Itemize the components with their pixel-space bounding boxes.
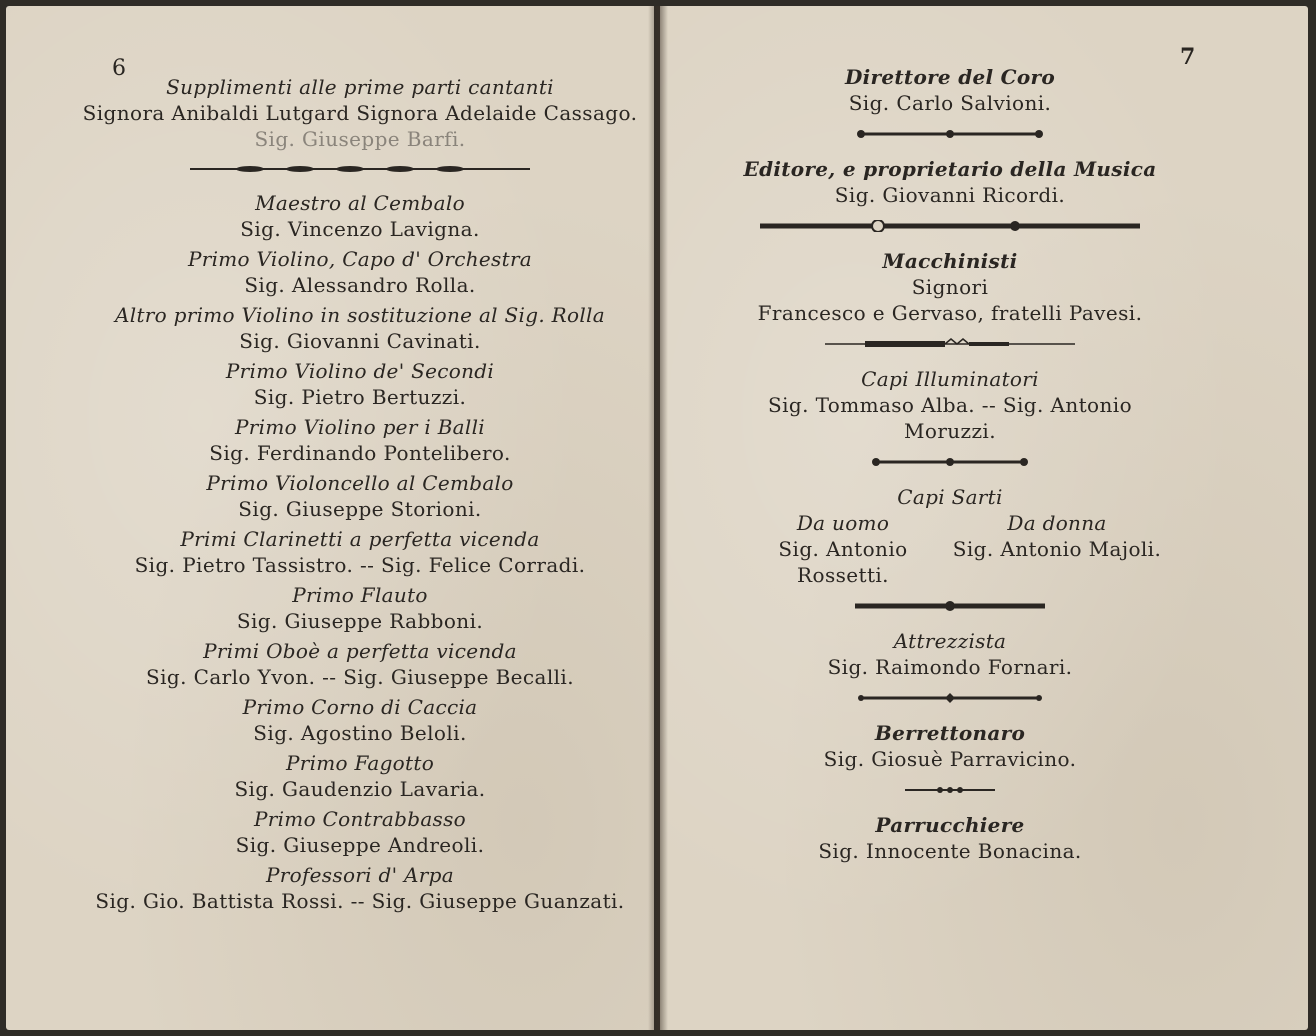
entry-name: Sig. Gio. Battista Rossi. -- Sig. Giuseppe Guanzati. xyxy=(95,889,625,913)
sarti-donna xyxy=(950,510,1164,588)
supplements-line-2: Sig. Giuseppe Barfi. xyxy=(254,127,466,151)
sarti-donna-label: Da donna xyxy=(1007,511,1107,535)
entry-maestro-cembalo xyxy=(80,190,640,242)
sarti-role: Capi Sarti xyxy=(897,485,1003,509)
editore-name: Sig. Giovanni Ricordi. xyxy=(834,183,1066,207)
sarti-columns xyxy=(730,510,1170,588)
entry-violoncello xyxy=(80,470,640,522)
entry-oboe xyxy=(80,638,640,690)
entry-role: Primi Oboè a perfetta vicenda xyxy=(203,639,517,663)
entry-role: Primo Flauto xyxy=(292,583,428,607)
entry-role: Primo Corno di Caccia xyxy=(242,695,478,719)
entry-role: Primo Violino, Capo d' Orchestra xyxy=(187,247,533,271)
ornament-divider xyxy=(760,220,1140,232)
ornament-divider xyxy=(190,164,530,174)
entry-corno xyxy=(80,694,640,746)
book-gutter xyxy=(648,6,668,1030)
supplements-line-1: Signora Anibaldi Lutgard Signora Adelaide Cassago. xyxy=(82,101,638,125)
entry-name: Sig. Pietro Bertuzzi. xyxy=(253,385,467,409)
illuminatori-role: Capi Illuminatori xyxy=(861,367,1039,391)
ornament-divider xyxy=(855,600,1045,612)
entry-name: Sig. Giuseppe Rabboni. xyxy=(236,609,484,633)
entry-name: Sig. Ferdinando Pontelibero. xyxy=(209,441,511,465)
entry-role: Primo Violoncello al Cembalo xyxy=(206,471,514,495)
sarti-donna-name: Sig. Antonio Majoli. xyxy=(952,537,1162,561)
entry-name: Sig. Agostino Beloli. xyxy=(253,721,467,745)
macchinisti-role: Macchinisti xyxy=(882,249,1018,273)
illuminatori-name: Sig. Tommaso Alba. -- Sig. Antonio Moruzzi. xyxy=(767,393,1133,443)
entry-role: Primo Violino de' Secondi xyxy=(225,359,495,383)
sarti-uomo xyxy=(736,510,950,588)
ornament-divider xyxy=(905,784,995,796)
entry-name: Sig. Vincenzo Lavigna. xyxy=(240,217,480,241)
entry-role: Primo Violino per i Balli xyxy=(235,415,485,439)
berrettonaro-name: Sig. Giosuè Parravicino. xyxy=(823,747,1077,771)
direttore-role: Direttore del Coro xyxy=(844,65,1056,89)
supplements-title: Supplimenti alle prime parti cantanti xyxy=(166,75,554,99)
berrettonaro-role: Berrettonaro xyxy=(874,721,1026,745)
parrucchiere-role: Parrucchiere xyxy=(875,813,1025,837)
entry-role: Primo Contrabbasso xyxy=(253,807,467,831)
entry-name: Sig. Giovanni Cavinati. xyxy=(239,329,481,353)
page-number-right: 7 xyxy=(1180,44,1196,70)
entry-violino-secondi xyxy=(80,358,640,410)
entry-altro-primo-violino xyxy=(80,302,640,354)
entry-role: Professori d' Arpa xyxy=(266,863,454,887)
entry-role: Altro primo Violino in sostituzione al Sig. Rolla xyxy=(115,303,605,327)
entry-role: Primo Fagotto xyxy=(285,751,435,775)
parrucchiere-name: Sig. Innocente Bonacina. xyxy=(818,839,1082,863)
left-column xyxy=(80,74,640,918)
ornament-divider xyxy=(825,338,1075,350)
entry-role: Primi Clarinetti a perfetta vicenda xyxy=(180,527,540,551)
entry-fagotto xyxy=(80,750,640,802)
direttore-name: Sig. Carlo Salvioni. xyxy=(848,91,1052,115)
entry-name: Sig. Alessandro Rolla. xyxy=(244,273,476,297)
entry-arpa xyxy=(80,862,640,914)
entry-name: Sig. Gaudenzio Lavaria. xyxy=(234,777,486,801)
page-number-left: 6 xyxy=(112,56,126,81)
entry-flauto xyxy=(80,582,640,634)
sarti-uomo-name: Sig. Antonio Rossetti. xyxy=(778,537,908,587)
entry-contrabbasso xyxy=(80,806,640,858)
entry-role: Maestro al Cembalo xyxy=(255,191,465,215)
entry-name: Sig. Carlo Yvon. -- Sig. Giuseppe Becalli. xyxy=(146,665,574,689)
attrezzista-role: Attrezzista xyxy=(893,629,1007,653)
macchinisti-line-1: Signori xyxy=(911,275,989,299)
ornament-divider xyxy=(870,456,1030,468)
entry-clarinetti xyxy=(80,526,640,578)
macchinisti-line-2: Francesco e Gervaso, fratelli Pavesi. xyxy=(757,301,1143,325)
entry-violino-balli xyxy=(80,414,640,466)
entry-name: Sig. Giuseppe Andreoli. xyxy=(235,833,485,857)
right-column xyxy=(730,64,1170,864)
entry-primo-violino xyxy=(80,246,640,298)
ornament-divider xyxy=(855,692,1045,704)
entry-name: Sig. Pietro Tassistro. -- Sig. Felice Corradi. xyxy=(134,553,586,577)
ornament-divider xyxy=(855,128,1045,140)
editore-role: Editore, e proprietario della Musica xyxy=(743,157,1157,181)
attrezzista-name: Sig. Raimondo Fornari. xyxy=(827,655,1073,679)
sarti-uomo-label: Da uomo xyxy=(796,511,890,535)
entry-name: Sig. Giuseppe Storioni. xyxy=(238,497,482,521)
